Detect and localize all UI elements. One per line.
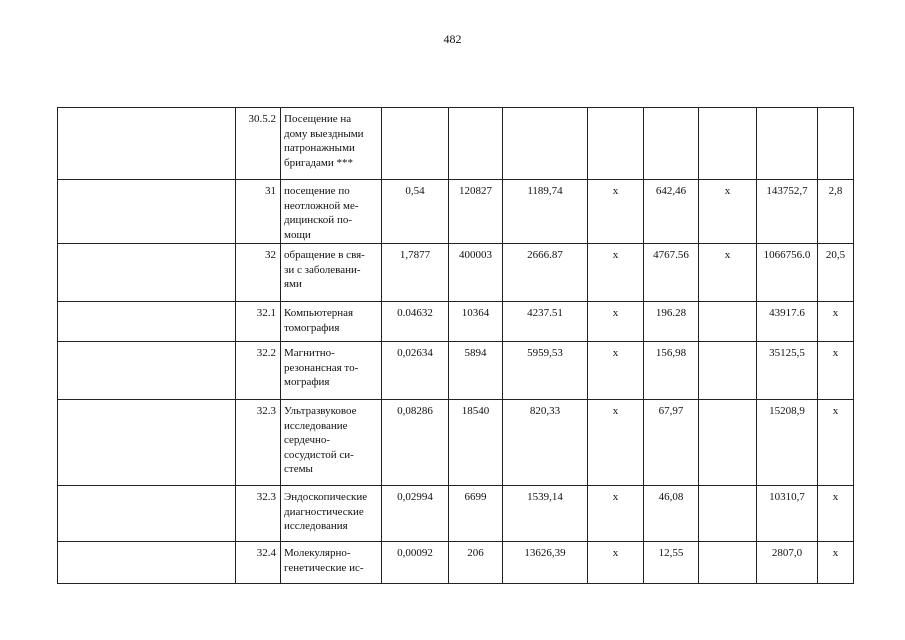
row-code: 30.5.2: [236, 108, 281, 180]
row-name: посещение по неотложной ме- дицинской по- мощи: [281, 180, 382, 244]
value-cell: х: [699, 180, 757, 244]
value-cell: [699, 486, 757, 542]
table-row: [58, 244, 854, 302]
value-cell: 5894: [449, 342, 503, 400]
value-cell: х: [818, 542, 854, 584]
value-cell: 120827: [449, 180, 503, 244]
value-cell: 642,46: [644, 180, 699, 244]
value-cell: 0,54: [382, 180, 449, 244]
value-cell: 400003: [449, 244, 503, 302]
empty-cell: [58, 486, 236, 542]
row-name: Компьютерная томография: [281, 302, 382, 342]
value-cell: 0,02634: [382, 342, 449, 400]
value-cell: 5959,53: [503, 342, 588, 400]
value-cell: [699, 400, 757, 486]
row-code: 32.3: [236, 486, 281, 542]
value-cell: 2666.87: [503, 244, 588, 302]
value-cell: 15208,9: [757, 400, 818, 486]
table-row: [58, 108, 854, 180]
value-cell: 0,02994: [382, 486, 449, 542]
value-cell: [644, 108, 699, 180]
value-cell: х: [588, 486, 644, 542]
empty-cell: [58, 302, 236, 342]
value-cell: 2807,0: [757, 542, 818, 584]
row-code: 32.1: [236, 302, 281, 342]
empty-cell: [58, 244, 236, 302]
table-row: [58, 542, 854, 584]
value-cell: 0,08286: [382, 400, 449, 486]
row-code: 32.2: [236, 342, 281, 400]
value-cell: 6699: [449, 486, 503, 542]
value-cell: 196.28: [644, 302, 699, 342]
row-name: обращение в свя- зи с заболевани- ями: [281, 244, 382, 302]
value-cell: [699, 542, 757, 584]
value-cell: 20,5: [818, 244, 854, 302]
row-name: Магнитно- резонансная то- мография: [281, 342, 382, 400]
table-row: [58, 400, 854, 486]
value-cell: 4767.56: [644, 244, 699, 302]
row-name: Эндоскопические диагностические исследования: [281, 486, 382, 542]
table-row: [58, 180, 854, 244]
value-cell: [503, 108, 588, 180]
value-cell: 4237.51: [503, 302, 588, 342]
value-cell: [449, 108, 503, 180]
table-row: [58, 302, 854, 342]
row-code: 31: [236, 180, 281, 244]
value-cell: 46,08: [644, 486, 699, 542]
empty-cell: [58, 400, 236, 486]
table-body: [58, 108, 854, 584]
value-cell: 1539,14: [503, 486, 588, 542]
value-cell: 67,97: [644, 400, 699, 486]
empty-cell: [58, 180, 236, 244]
row-code: 32.4: [236, 542, 281, 584]
value-cell: 43917.6: [757, 302, 818, 342]
empty-cell: [58, 108, 236, 180]
value-cell: [757, 108, 818, 180]
table-row: [58, 486, 854, 542]
empty-cell: [58, 542, 236, 584]
value-cell: х: [588, 180, 644, 244]
value-cell: х: [588, 302, 644, 342]
row-name: Посещение на дому выездными патронажными бригадами ***: [281, 108, 382, 180]
value-cell: 13626,39: [503, 542, 588, 584]
row-name: Ультразвуковое исследование сердечно- сосудистой си- стемы: [281, 400, 382, 486]
value-cell: х: [699, 244, 757, 302]
value-cell: 35125,5: [757, 342, 818, 400]
value-cell: х: [818, 302, 854, 342]
value-cell: 18540: [449, 400, 503, 486]
page-number: 482: [443, 32, 462, 46]
value-cell: 1189,74: [503, 180, 588, 244]
row-code: 32.3: [236, 400, 281, 486]
row-code: 32: [236, 244, 281, 302]
value-cell: 820,33: [503, 400, 588, 486]
value-cell: [699, 302, 757, 342]
value-cell: 1066756.0: [757, 244, 818, 302]
value-cell: х: [588, 342, 644, 400]
value-cell: 0,00092: [382, 542, 449, 584]
value-cell: 206: [449, 542, 503, 584]
value-cell: [699, 108, 757, 180]
value-cell: 0.04632: [382, 302, 449, 342]
value-cell: [699, 342, 757, 400]
value-cell: [818, 108, 854, 180]
value-cell: х: [818, 486, 854, 542]
empty-cell: [58, 342, 236, 400]
value-cell: [588, 108, 644, 180]
table-row: [58, 342, 854, 400]
value-cell: [382, 108, 449, 180]
value-cell: х: [588, 400, 644, 486]
value-cell: 10310,7: [757, 486, 818, 542]
value-cell: 156,98: [644, 342, 699, 400]
value-cell: 143752,7: [757, 180, 818, 244]
value-cell: х: [818, 342, 854, 400]
data-table: [57, 107, 854, 584]
value-cell: х: [818, 400, 854, 486]
value-cell: х: [588, 244, 644, 302]
row-name: Молекулярно- генетические ис-: [281, 542, 382, 584]
value-cell: 12,55: [644, 542, 699, 584]
value-cell: 10364: [449, 302, 503, 342]
value-cell: х: [588, 542, 644, 584]
value-cell: 2,8: [818, 180, 854, 244]
value-cell: 1,7877: [382, 244, 449, 302]
